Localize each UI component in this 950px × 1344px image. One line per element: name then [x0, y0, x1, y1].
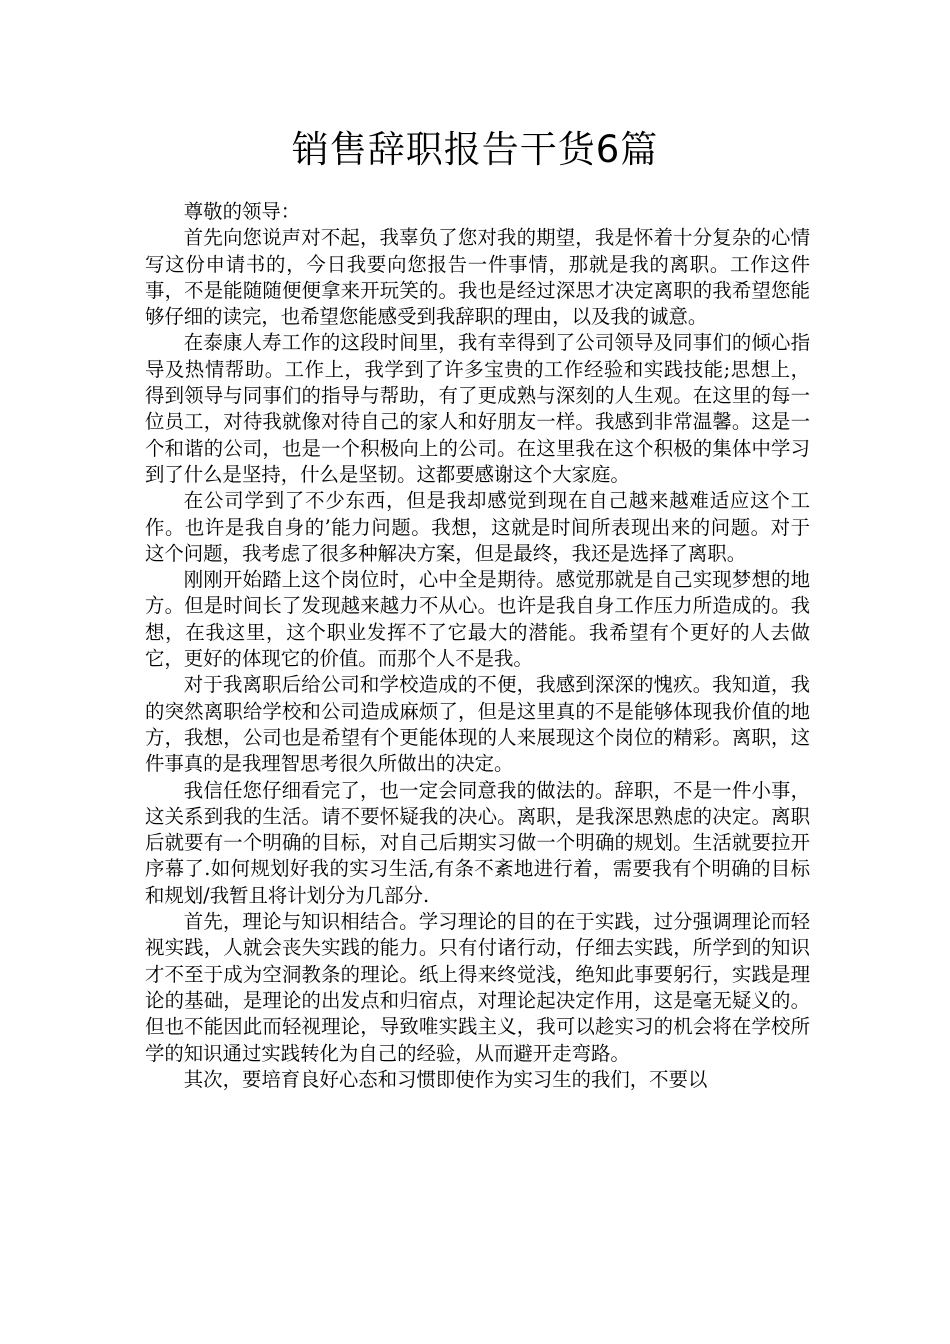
- paragraph: 刚刚开始踏上这个岗位时，心中全是期待。感觉那就是自己实现梦想的地方。但是时间长了发现越来越力不从心。也许是我自身工作压力所造成的。我想，在我这里，这个职业发挥不了它最大的潜能。我希望有个更好的人去做它，更好的体现它的价值。而那个人不是我。: [145, 568, 810, 671]
- paragraph: 我信任您仔细看完了，也一定会同意我的做法的。辞职，不是一件小事，这关系到我的生活。请不要怀疑我的决心。离职，是我深思熟虑的决定。离职后就要有一个明确的目标，对自己后期实习做一个明确的规划。生活就要拉开序幕了.如何规划好我的实习生活,有条不紊地进行着，需要我有个明确的目标和规划/我暂且将计划分为几部分.: [145, 778, 810, 907]
- paragraph: 首先，理论与知识相结合。学习理论的目的在于实践，过分强调理论而轻视实践，人就会丧失实践的能力。只有付诸行动，仔细去实践，所学到的知识才不至于成为空洞教条的理论。纸上得来终觉浅，绝知此事要躬行，实践是理论的基础，是理论的出发点和归宿点，对理论起决定作用，这是毫无疑义的。但也不能因此而轻视理论，导致唯实践主义，我可以趁实习的机会将在学校所学的知识通过实践转化为自己的经验，从而避开走弯路。: [145, 910, 810, 1065]
- paragraph: 在泰康人寿工作的这段时间里，我有幸得到了公司领导及同事们的倾心指导及热情帮助。工作上，我学到了许多宝贵的工作经验和实践技能;思想上，得到领导与同事们的指导与帮助，有了更成熟与深刻的人生观。在这里的每一位员工，对待我就像对待自己的家人和好朋友一样。我感到非常温馨。这是一个和谐的公司，也是一个积极向上的公司。在这里我在这个积极的集体中学习到了什么是坚持，什么是坚韧。这都要感谢这个大家庭。: [145, 331, 810, 486]
- paragraph: 在公司学到了不少东西，但是我却感觉到现在自己越来越难适应这个工作。也许是我自身的’能力问题。我想，这就是时间所表现出来的问题。对于这个问题，我考虑了很多种解决方案，但是最终，我还是选择了离职。: [145, 489, 810, 565]
- paragraph: 对于我离职后给公司和学校造成的不便，我感到深深的愧疚。我知道，我的突然离职给学校和公司造成麻烦了，但是这里真的不是能够体现我价值的地方，我想，公司也是希望有个更能体现的人来展现这个岗位的精彩。离职，这件事真的是我理智思考很久所做出的决定。: [145, 673, 810, 776]
- document-body: [145, 199, 810, 1093]
- paragraph: 首先向您说声对不起，我辜负了您对我的期望，我是怀着十分复杂的心情写这份申请书的，今日我要向您报告一件事情，那就是我的离职。工作这件事，不是能随随便便拿来开玩笑的。我也是经过深思才决定离职的我希望您能够仔细的读完，也希望您能感受到我辞职的理由，以及我的诚意。: [145, 226, 810, 329]
- document-title: 销售辞职报告干货6篇: [291, 128, 659, 171]
- salutation: 尊敬的领导：: [183, 200, 301, 223]
- paragraph: 其次，要培育良好心态和习惯即使作为实习生的我们，不要以: [183, 1067, 708, 1091]
